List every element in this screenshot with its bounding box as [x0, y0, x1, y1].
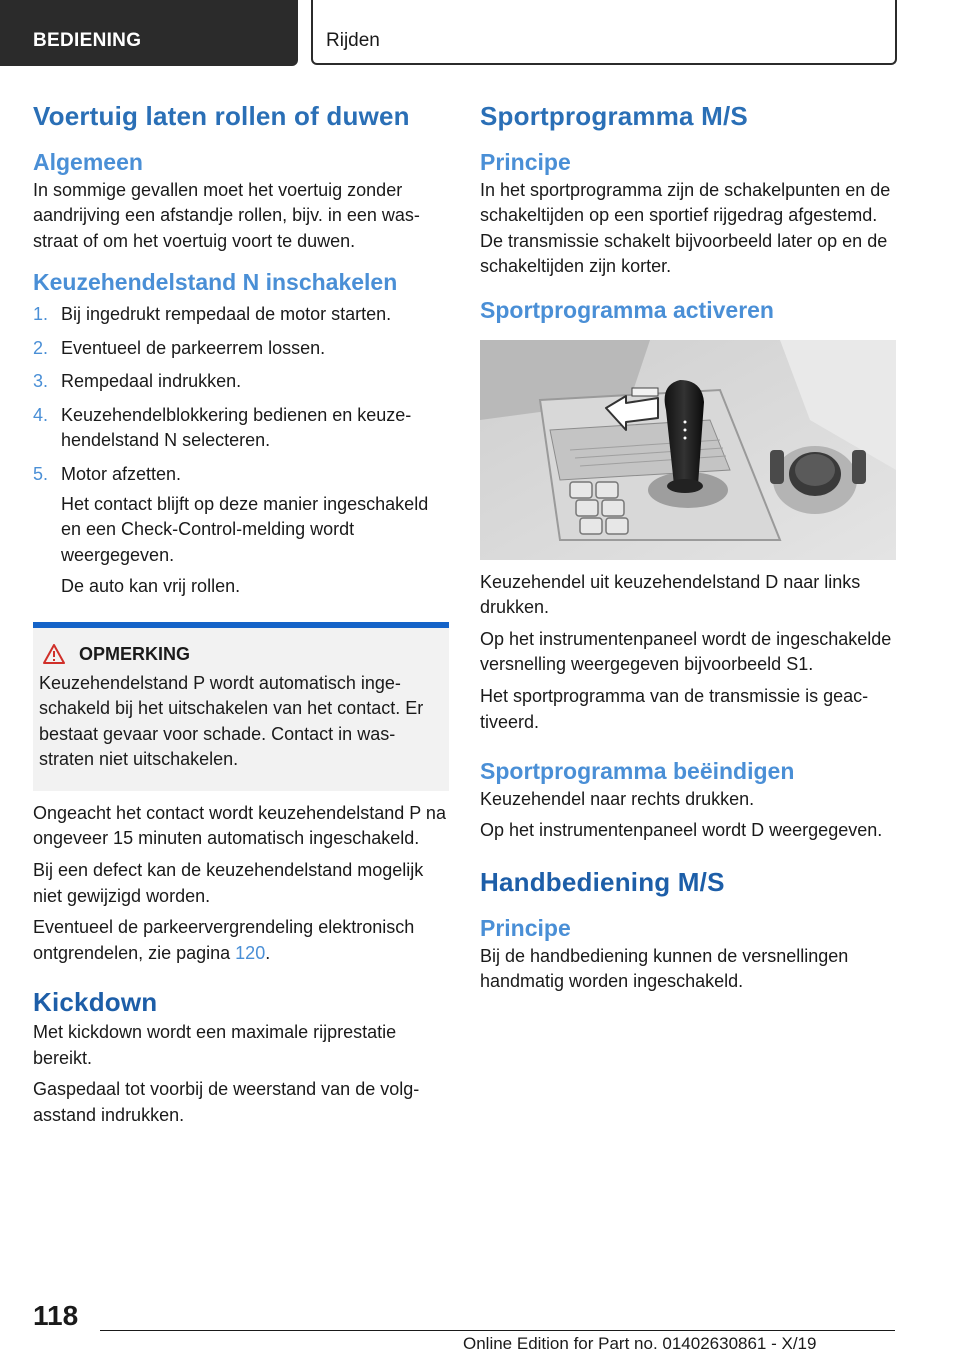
footer-divider [100, 1330, 895, 1331]
step-text: Eventueel de parkeerrem lossen. [61, 337, 326, 358]
step-number: 4. [33, 404, 49, 425]
gear-selector-photo [480, 340, 896, 560]
warning-text: Keuzehendelstand P wordt automatisch ingeschakeld bij het uitschakelen van het contact. Er bestaat gevaar voor schade. Contact in wasstraten niet uitschakelen. [39, 672, 424, 770]
step-number: 5. [33, 463, 49, 484]
list-item [33, 302, 449, 328]
page-header [0, 0, 960, 66]
right-column [480, 100, 896, 995]
paragraph-activate-2: Op het instrumentenpaneel wordt de ingeschakelde versnelling weergegeven bijvoorbeeld S1. [480, 628, 892, 675]
page-number: 118 [33, 1300, 79, 1331]
paragraph-principe: In het sportprogramma zijn de schakelpunten en de schakeltijden op een sportief rijgedrag afgestemd. De transmissie schakelt bijvoorbeeld later op en de schakeltijden zijn korter. [480, 179, 891, 277]
steps-list [33, 302, 449, 487]
footer-edition: Online Edition for Part no. 01402630861 - X/19 [463, 1334, 817, 1353]
step-text: Keuzehendelblokkering bedienen en keuzehendelstand N selecteren. [61, 404, 412, 451]
heading-manual: Handbediening M/S [480, 867, 725, 898]
step-number: 2. [33, 337, 49, 358]
paragraph-unlock [33, 915, 449, 966]
paragraph-auto-p: Ongeacht het contact wordt keuzehendelstand P na ongeveer 15 minuten automatisch ingeschakeld. [33, 802, 446, 849]
heading-kickdown: Kickdown [33, 987, 158, 1018]
left-column [33, 100, 449, 1128]
paragraph-defect: Bij een defect kan de keuzehendelstand mogelijk niet gewijzigd worden. [33, 859, 424, 906]
step5-note-roll: De auto kan vrij rollen. [61, 576, 241, 597]
section-title: BEDIENING [33, 30, 142, 51]
page-link[interactable]: 120 [235, 942, 266, 963]
warning-box [33, 622, 449, 791]
step-text: Motor afzetten. [61, 463, 182, 484]
unlock-text-end: . [265, 942, 271, 963]
paragraph-kickdown: Met kickdown wordt een maximale rijprestatie bereikt. [33, 1021, 397, 1068]
heading-principe: Principe [480, 148, 571, 175]
list-item [33, 336, 449, 362]
heading-general: Algemeen [33, 148, 143, 175]
chapter-title: Rijden [326, 30, 380, 51]
heading-select-n: Keuzehendelstand N inschakelen [33, 269, 398, 296]
step-number: 1. [33, 304, 49, 325]
paragraph-activate-3: Het sportprogramma van de transmissie is geactiveerd. [480, 685, 869, 732]
list-item [33, 403, 449, 454]
heading-sport: Sportprogramma M/S [480, 101, 748, 131]
warning-title: OPMERKING [79, 643, 191, 664]
paragraph-general: In sommige gevallen moet het voertuig zonder aandrijving een afstandje rollen, bijv. in een wasstraat of om het voertuig voort te duwen. [33, 179, 420, 251]
paragraph-end-2: Op het instrumentenpaneel wordt D weergegeven. [480, 820, 883, 841]
warning-triangle-icon [43, 644, 65, 664]
list-item [33, 462, 449, 488]
paragraph-manual: Bij de handbediening kunnen de versnellingen handmatig worden ingeschakeld. [480, 945, 849, 992]
step-text: Rempedaal indrukken. [61, 371, 242, 392]
list-item [33, 369, 449, 395]
heading-end: Sportprogramma beëindigen [480, 758, 795, 785]
chapter-tab [311, 0, 897, 65]
step-text: Bij ingedrukt rempedaal de motor starten. [61, 304, 392, 325]
unlock-text: Eventueel de parkeervergrendeling elektronisch ontgrendelen, zie pagina [33, 917, 415, 963]
heading-activate: Sportprogramma activeren [480, 296, 774, 323]
warning-header [39, 644, 443, 665]
heading-principe-manual: Principe [480, 914, 571, 941]
section-tab [0, 0, 298, 66]
paragraph-kickdown-pedal: Gaspedaal tot voorbij de weerstand van de volgasstand indrukken. [33, 1079, 420, 1125]
paragraph-end-1: Keuzehendel naar rechts drukken. [480, 788, 755, 809]
paragraph-activate-1: Keuzehendel uit keuzehendelstand D naar links drukken. [480, 571, 861, 618]
heading-roll: Voertuig laten rollen of duwen [33, 101, 410, 131]
step5-note: Het contact blijft op deze manier ingeschakeld en een Check-Control-melding wordt weergegeven. [61, 493, 429, 565]
step-number: 3. [33, 371, 49, 392]
